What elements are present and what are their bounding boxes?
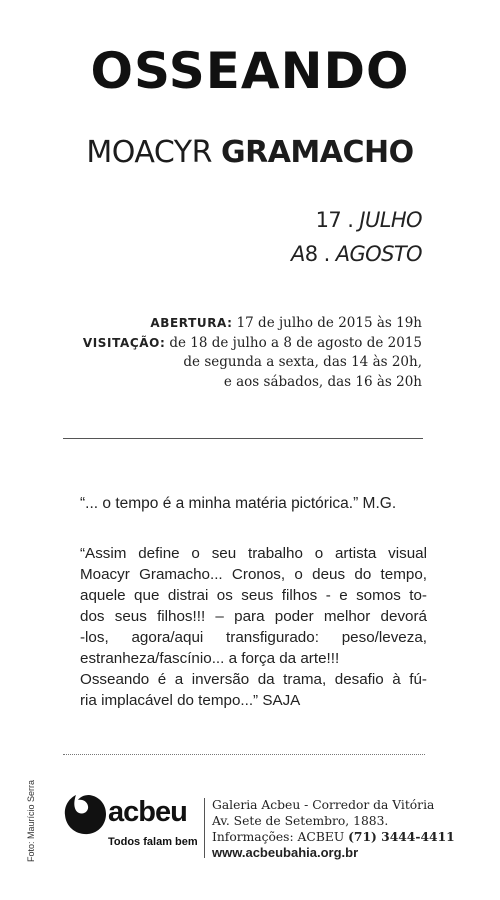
acbeu-tagline: Todos falam bem	[108, 836, 198, 848]
venue-line: Galeria Acbeu - Corredor da Vitória	[212, 798, 435, 812]
artist-name	[0, 135, 500, 170]
exhibition-title: OSSEANDO	[90, 42, 410, 100]
visitacao-line: de segunda a sexta, das 14 às 20h,	[183, 354, 422, 370]
critic-quote	[80, 543, 427, 711]
quote-line: -los, agora/aqui transfigurado: peso/leveza,	[80, 629, 427, 646]
exhibition-dates	[291, 203, 422, 271]
start-date	[291, 203, 422, 237]
quote-line: dos seus filhos!!! – para poder melhor devorá	[80, 608, 427, 625]
end-prefix: A	[290, 242, 305, 266]
quote-line: estranheza/fascínio... a força da arte!!!	[80, 650, 340, 667]
quote-line: Osseando é a inversão da trama, desafio à fú-	[80, 671, 427, 688]
venue-info	[212, 797, 455, 861]
artist-quote: “... o tempo é a minha matéria pictórica.” M.G.	[80, 495, 397, 512]
quote-line: “Assim define o seu trabalho o artista visual	[80, 545, 427, 562]
photo-credit: Foto: Maurício Serra	[26, 779, 36, 862]
end-date	[291, 237, 422, 271]
visitacao-line: de 18 de julho a 8 de agosto de 2015	[169, 334, 422, 351]
acbeu-wordmark: acbeu	[108, 796, 187, 828]
visitacao-row	[22, 334, 422, 354]
artist-first-name: MOACYR	[86, 135, 212, 170]
start-month: JULHO	[359, 208, 422, 232]
contact-prefix: Informações: ACBEU	[212, 830, 349, 844]
end-day: 8 .	[304, 242, 330, 266]
venue-address: Av. Sete de Setembro, 1883.	[212, 814, 389, 828]
dotted-divider	[63, 754, 425, 755]
quote-line: ria implacável do tempo...” SAJA	[80, 692, 301, 709]
quote-line: Moacyr Gramacho... Cronos, o deus do tempo,	[80, 566, 427, 583]
acbeu-bubble-icon	[62, 791, 108, 837]
start-day: 17 .	[315, 208, 354, 232]
end-month: AGOSTO	[335, 242, 422, 266]
visitacao-line: e aos sábados, das 16 às 20h	[223, 373, 422, 390]
abertura-row	[22, 314, 422, 334]
opening-info	[22, 314, 422, 392]
logo-divider	[204, 798, 205, 858]
website-link[interactable]: www.acbeubahia.org.br	[212, 845, 359, 860]
venue-contact	[212, 829, 455, 845]
abertura-text: 17 de julho de 2015 às 19h	[236, 315, 422, 331]
quote-line: aquele que distrai os seus filhos - e somos to-	[80, 587, 427, 604]
divider-line	[63, 438, 423, 439]
phone-number: (71) 3444-4411	[348, 829, 455, 844]
visitacao-label: VISITAÇÃO:	[82, 335, 166, 350]
abertura-label: ABERTURA:	[150, 316, 233, 330]
artist-last-name: GRAMACHO	[220, 135, 414, 170]
